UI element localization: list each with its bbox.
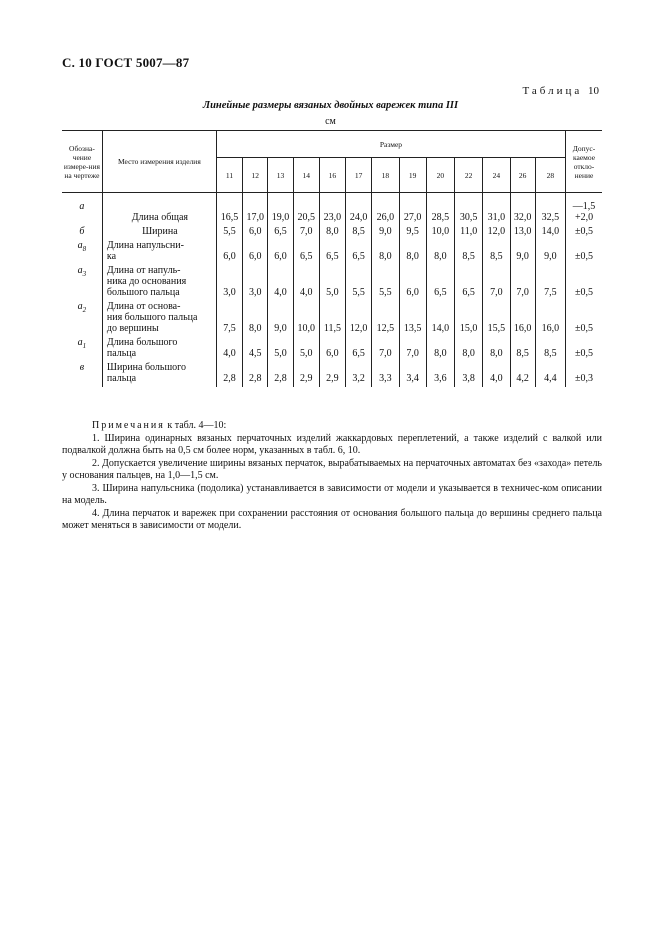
notes [62,420,602,533]
table-cell: 6,5 [455,265,483,301]
table-title: Линейные размеры вязаных двойных варежек типа III [202,100,459,111]
table-cell: 19,0 [268,193,293,227]
table-cell: 10,0 [426,226,454,240]
table-cell: 8,0 [426,240,454,265]
table-cell: 3,8 [455,362,483,387]
table-cell: 3,2 [346,362,372,387]
table-cell: 7,5 [535,265,565,301]
table-cell: 2,8 [268,362,293,387]
row-place-line: до вершины [106,323,159,334]
row-designation: $а_8$ [62,240,102,265]
row-place [102,301,216,337]
table-cell: 7,0 [372,337,399,362]
size-header-cell: 13 [268,158,293,193]
table-cell: 14,0 [426,301,454,337]
table-cell: 9,0 [268,301,293,337]
table-row [62,226,602,240]
table-cell: 4,0 [293,265,319,301]
table-cell: 6,0 [243,240,268,265]
row-place-line: Ширина [142,226,178,237]
notes-heading-spaced: Примечания [92,420,165,431]
table-cell: 5,5 [346,265,372,301]
table-cell: 3,0 [243,265,268,301]
table-cell: 8,5 [535,337,565,362]
table-cell: 32,0 [510,193,535,227]
row-place-line: пальца [106,373,137,384]
table-cell: 11,0 [455,226,483,240]
table-unit: см [325,116,336,127]
table-cell: 3,3 [372,362,399,387]
table-cell: 6,5 [319,240,345,265]
table-cell: 14,0 [535,226,565,240]
row-tolerance [566,265,602,301]
table-cell: 30,5 [455,193,483,227]
table-cell: 28,5 [426,193,454,227]
row-designation: б [62,226,102,240]
table-cell: 4,2 [510,362,535,387]
table-cell: 7,0 [399,337,426,362]
row-place [102,265,216,301]
table-cell: 12,0 [346,301,372,337]
note-2: 2. Допускается увеличение ширины вязаных перчаток, вырабатываемых на перчаточных автоматах без «захода» петель у основания пальцев, на 1,0—1,5 см. [62,457,602,481]
table-cell: 7,0 [293,226,319,240]
size-header-cell: 14 [293,158,319,193]
col-header-designation: Обозна-чение измере-ния на чертеже [62,131,102,193]
table-cell: 8,5 [346,226,372,240]
table-row [62,337,602,362]
tolerance-value: ±0,5 [575,287,594,298]
table-cell: 5,5 [372,265,399,301]
table-cell: 16,5 [220,212,239,223]
row-place-line: Ширина большого [106,362,186,373]
row-tolerance [566,362,602,387]
row-place [102,337,216,362]
row-place-line: ния большого пальца [106,312,198,323]
table-cell: 9,0 [510,240,535,265]
size-header-cell: 28 [535,158,565,193]
table-row [62,362,602,387]
row-place [102,240,216,265]
size-header-cell: 26 [510,158,535,193]
row-tolerance [566,193,602,227]
note-4: 4. Длина перчаток и варежек при сохранении расстояния от основания большого пальца до вершины среднего пальца может меняться в зависимости от модели. [62,507,602,531]
table-cell: 4,0 [268,265,293,301]
row-tolerance [566,301,602,337]
tolerance-value: ±0,5 [575,348,594,359]
size-header-cell: 20 [426,158,454,193]
col-header-place: Место измерения изделия [102,131,216,193]
size-header-cell: 16 [319,158,345,193]
row-tolerance [566,240,602,265]
row-place [102,362,216,387]
table-cell: 12,0 [483,226,510,240]
table-cell: 16,0 [510,301,535,337]
row-place-line: Длина большого [106,337,178,348]
row-designation: а [62,193,102,227]
tolerance-value: ±0,5 [575,323,594,334]
table-cell: 16,0 [535,301,565,337]
table-row [62,193,602,227]
table-cell: 2,8 [223,373,236,384]
row-designation: $а_1$ [62,337,102,362]
tolerance-value: —1,5 [572,201,596,212]
table-cell: 17,0 [243,193,268,227]
table-cell: 8,0 [319,226,345,240]
table-cell: 6,0 [223,251,236,262]
table-cell: 4,4 [535,362,565,387]
row-tolerance [566,337,602,362]
table-cell: 8,5 [483,240,510,265]
table-cell: 3,0 [223,287,236,298]
note-3: 3. Ширина напульсника (подолика) устанавливается в зависимости от модели и указывается в техничес-ком описании на модель. [62,482,602,506]
table-cell: 4,0 [223,348,236,359]
table-cell: 8,0 [372,240,399,265]
table-cell: 6,5 [268,226,293,240]
table-cell: 8,0 [483,337,510,362]
notes-heading-rest: к табл. 4—10: [164,420,227,431]
table-cell: 8,0 [455,337,483,362]
table-cell: 9,5 [399,226,426,240]
table-cell: 15,5 [483,301,510,337]
table-cell: 13,5 [399,301,426,337]
row-place-line: Длина напульсни- [106,240,184,251]
table-cell: 23,0 [319,193,345,227]
table-cell: 6,0 [268,240,293,265]
table-cell: 7,5 [223,323,236,334]
table-cell: 26,0 [372,193,399,227]
table-cell: 8,0 [426,337,454,362]
table-cell: 24,0 [346,193,372,227]
table-row [62,301,602,337]
row-place [102,193,216,227]
table-cell: 3,6 [426,362,454,387]
size-header-cell: 19 [399,158,426,193]
row-place-line: пальца [106,348,137,359]
table-body [62,193,602,388]
row-designation: в [62,362,102,387]
table-cell: 5,0 [319,265,345,301]
table-cell: 6,0 [243,226,268,240]
tolerance-value: ±0,3 [575,373,594,384]
row-place-line: Длина от основа- [106,301,181,312]
row-place-line: ника до основания [106,276,187,287]
table-cell: 8,0 [399,240,426,265]
row-designation: $а_3$ [62,265,102,301]
tolerance-value: ±0,5 [575,251,594,262]
table-cell: 12,5 [372,301,399,337]
table-cell: 7,0 [483,265,510,301]
table-cell: 6,5 [426,265,454,301]
table-cell: 27,0 [399,193,426,227]
col-header-size: Размер [216,131,565,158]
table-cell: 8,0 [243,301,268,337]
table-cell: 13,0 [510,226,535,240]
table-number [522,85,599,97]
table-number-value: 10 [588,85,599,97]
table-cell: 2,8 [243,362,268,387]
row-place-line: Длина общая [131,212,189,223]
table-cell: 8,5 [455,240,483,265]
table-cell: 4,0 [483,362,510,387]
table-cell: 6,0 [319,337,345,362]
table-cell: 3,4 [399,362,426,387]
table-cell: 15,0 [455,301,483,337]
table-cell: 32,5 [535,193,565,227]
table-cell: 11,5 [319,301,345,337]
row-place-line: Длина от напуль- [106,265,181,276]
table-cell: 2,9 [319,362,345,387]
size-header-cell: 18 [372,158,399,193]
table-cell: 5,0 [293,337,319,362]
row-place-line: ка [106,251,117,262]
tolerance-value: +2,0 [574,212,594,223]
sizes-table [62,130,602,387]
table-cell: 6,5 [293,240,319,265]
row-place [102,226,216,240]
notes-heading [62,420,602,433]
table-cell: 10,0 [293,301,319,337]
tolerance-value: ±0,5 [575,226,594,237]
page-header: С. 10 ГОСТ 5007—87 [62,55,190,70]
row-place-line: большого пальца [106,287,180,298]
table-number-label: Таблица [522,85,583,97]
row-designation: $а_2$ [62,301,102,337]
table-row [62,265,602,301]
col-header-tolerance: Допус-каемое откло-нение [566,131,602,193]
table-cell: 9,0 [535,240,565,265]
note-1: 1. Ширина одинарных вязаных перчаточных изделий жаккардовых переплетений, а также изделий с валкой или подвалкой должна быть на 0,5 см более норм, указанных в табл. 6, 10. [62,432,602,456]
table-row [62,240,602,265]
table-cell: 6,0 [399,265,426,301]
table-cell: 6,5 [346,240,372,265]
row-tolerance [566,226,602,240]
table-cell: 5,5 [223,226,236,237]
table-cell: 31,0 [483,193,510,227]
table-cell: 8,5 [510,337,535,362]
size-header-cell: 24 [483,158,510,193]
table-cell: 5,0 [268,337,293,362]
table-cell: 9,0 [372,226,399,240]
table-cell: 6,5 [346,337,372,362]
table-cell: 2,9 [293,362,319,387]
table-cell: 7,0 [510,265,535,301]
table-cell: 4,5 [243,337,268,362]
size-header-cell: 11 [216,158,242,193]
size-header-cell: 22 [455,158,483,193]
size-header-cell: 12 [243,158,268,193]
table-cell: 20,5 [293,193,319,227]
size-header-cell: 17 [346,158,372,193]
